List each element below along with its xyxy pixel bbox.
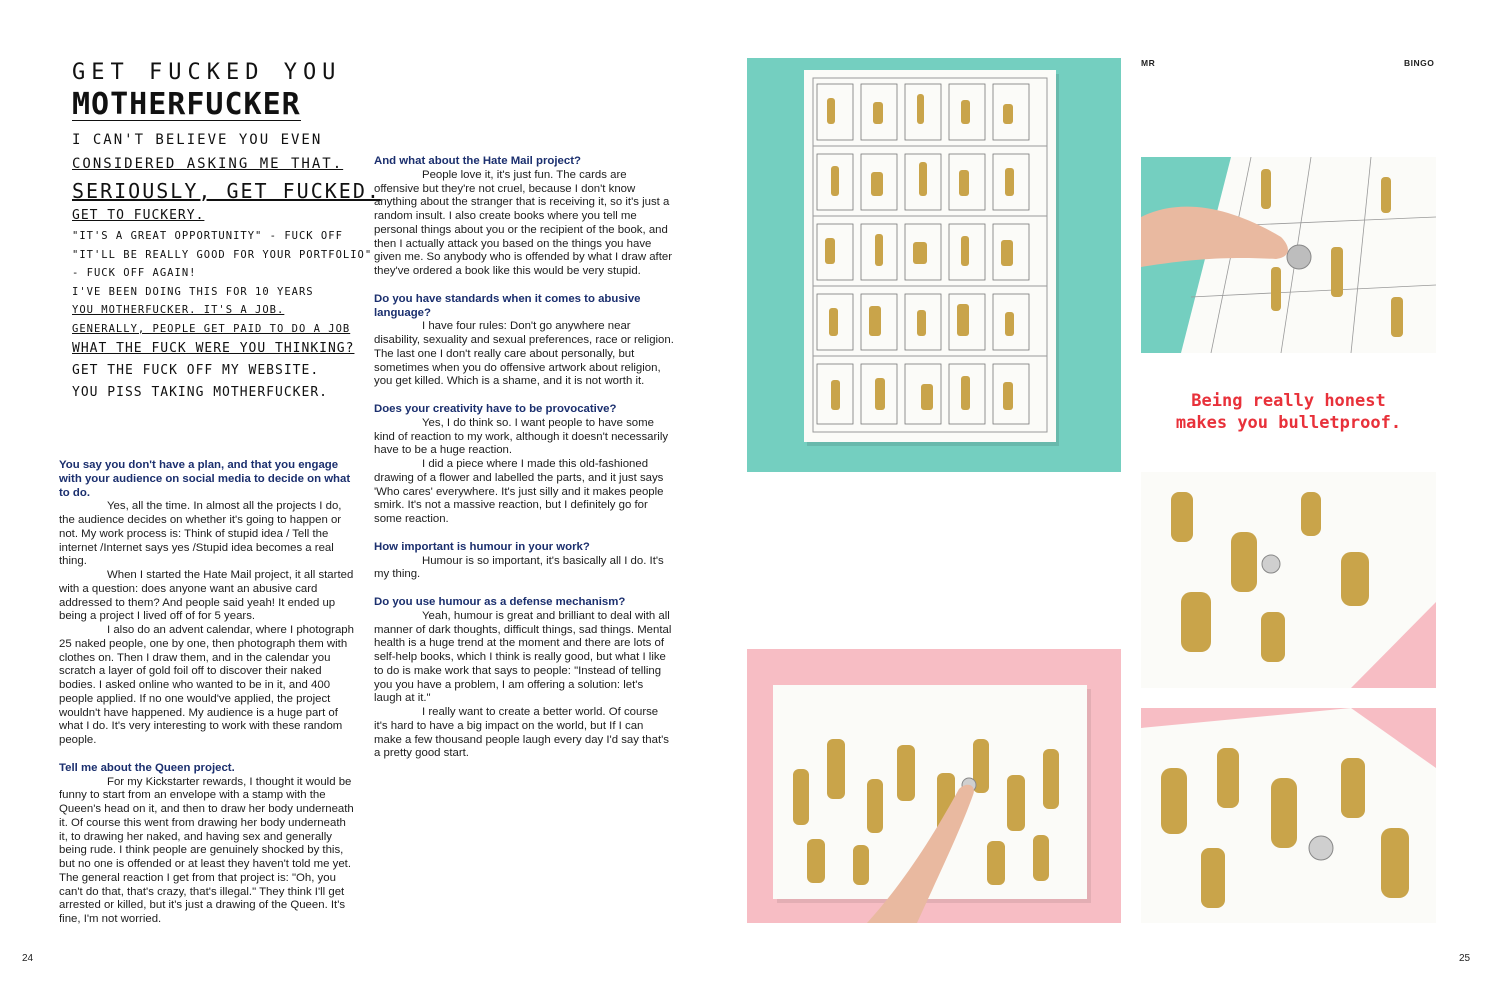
running-head-right: BINGO bbox=[1404, 58, 1435, 68]
interview-question: Does your creativity have to be provocative? bbox=[374, 403, 617, 415]
apartment-building-photo bbox=[747, 58, 1121, 472]
interview-question: How important is humour in your work? bbox=[374, 540, 590, 553]
lettering-line: "IT'LL BE REALLY GOOD FOR YOUR PORTFOLIO" bbox=[72, 248, 373, 261]
lettering-line: GET THE FUCK OFF MY WEBSITE. bbox=[72, 363, 320, 378]
lettering-line: YOU MOTHERFUCKER. IT'S A JOB. bbox=[72, 304, 285, 316]
interview-question: Do you have standards when it comes to abusive language? bbox=[374, 292, 641, 319]
lettering-line: CONSIDERED ASKING ME THAT. bbox=[72, 156, 344, 172]
page-number-left: 24 bbox=[22, 953, 34, 964]
interview-column-right bbox=[374, 155, 674, 761]
interview-answer: People love it, it's just fun. The cards are offensive but they're not cruel, because I don't know anything about the stranger that is receiving it, so it's just a random insult. I also create books where you tell me personal things about you or the recipient of the book, and then I actually attack you based on the things you have given me. So anybody who is offended by what I draw after they've ordered a book like this would be very stupid. bbox=[374, 168, 673, 277]
interview-answer: I really want to create a better world. Of course it's hard to have a big impact on the world, but If I can make a few thousand people laugh every day I'd say that's a pretty good start. bbox=[374, 706, 669, 760]
lettering-line: WHAT THE FUCK WERE YOU THINKING? bbox=[72, 341, 355, 356]
lettering-line: MOTHERFUCKER bbox=[72, 87, 301, 122]
interview-answer: For my Kickstarter rewards, I thought it would be funny to start from an envelope with a stamp with the Queen's head on it, and then to draw her body underneath it. Of course this went from drawing her body underneath it, to drawing her naked, and having sex and generally being rude. I think people are genuinely shocked by this, but no one is offended or at least they haven't told me yet. The general reaction I get from that project is: "Oh, you can't do that, that's crazy, that's illegal." They think I'll get arrested or killed, but it's just a drawing of the Queen. It's fine, I'm not worried. bbox=[59, 775, 354, 925]
pull-quote-line: makes you bulletproof. bbox=[1175, 413, 1402, 433]
interview-answer: Yes, I do think so. I want people to have some kind of reaction to my work, although it doesn't necessarily have to be a huge reaction. bbox=[374, 416, 669, 457]
interview-answer: When I started the Hate Mail project, it all started with a question: does anyone want an abusive card addressed to them? And people said yeah! It ended up being a project I lived off of for 5 years. bbox=[59, 569, 354, 623]
lettering-line: "IT'S A GREAT OPPORTUNITY" - FUCK OFF bbox=[72, 230, 343, 242]
lettering-line: SERIOUSLY, GET FUCKED. bbox=[72, 179, 381, 203]
lettering-line: - FUCK OFF AGAIN! bbox=[72, 267, 197, 279]
page-number-right: 25 bbox=[1459, 953, 1471, 964]
interview-answer: I have four rules: Don't go anywhere near disability, sexuality and sexual preferences, race or religion. The last one I don't really care about personally, but sometimes when you do offensive artwork about religion, you get killed. Which is a shame, and it is not worth it. bbox=[374, 320, 674, 388]
party-closeup-photo bbox=[1141, 472, 1436, 688]
handwritten-lettering bbox=[72, 60, 381, 408]
interview-answer: Humour is so important, it's basically all I do. It's my thing. bbox=[374, 554, 664, 581]
lettering-line: GET FUCKED YOU bbox=[72, 60, 342, 85]
hand-scratching-photo bbox=[1141, 157, 1436, 353]
interview-question: Do you use humour as a defense mechanism? bbox=[374, 596, 626, 608]
party-scene-photo bbox=[747, 649, 1121, 923]
running-head-left: MR bbox=[1141, 58, 1156, 68]
pull-quote bbox=[1141, 390, 1436, 434]
lettering-line: I'VE BEEN DOING THIS FOR 10 YEARS bbox=[72, 285, 314, 298]
party-detail-photo bbox=[1141, 708, 1436, 923]
interview-answer: I also do an advent calendar, where I photograph 25 naked people, one by one, then photograph them with clothes on. Then I draw them, and in the calendar you scratch a layer of gold foil off to discover their naked bodies. I asked online who wanted to be in it, and 400 people applied. If no one would've applied, the project wouldn't have happened. My audience is a huge part of what I do. It's very interesting to work with these random people. bbox=[59, 624, 354, 746]
interview-question: And what about the Hate Mail project? bbox=[374, 155, 581, 167]
pull-quote-line: Being really honest bbox=[1191, 391, 1386, 411]
interview-question: You say you don't have a plan, and that you engage with your audience on social media to decide on what to do. bbox=[59, 459, 351, 499]
interview-question: Tell me about the Queen project. bbox=[59, 761, 235, 774]
lettering-line: GENERALLY, PEOPLE GET PAID TO DO A JOB bbox=[72, 322, 351, 335]
lettering-line: YOU PISS TAKING MOTHERFUCKER. bbox=[72, 385, 328, 400]
interview-column-left bbox=[59, 459, 357, 927]
interview-answer: Yes, all the time. In almost all the projects I do, the audience decides on whether it's going to happen or not. My work process is: Think of stupid idea / Tell the internet /Internet says yes /Stupid idea becomes a real thing. bbox=[59, 500, 342, 568]
lettering-line: I CAN'T BELIEVE YOU EVEN bbox=[72, 132, 323, 148]
lettering-line: GET TO FUCKERY. bbox=[72, 208, 205, 223]
interview-answer: Yeah, humour is great and brilliant to deal with all manner of dark thoughts, difficult things, sad things. Mental health is a huge trend at the moment and there are lots of self-help books, which I think is really good, but what I like to do is make work that says to people: "Instead of telling you you have a problem, I am offering a solution: let's laugh at it." bbox=[374, 609, 672, 705]
interview-answer: I did a piece where I made this old-fashioned drawing of a flower and labelled the parts, and it just says 'Who cares' everywhere. It's just silly and it makes people smirk. It's not a massive reaction, but I definitely go for some reaction. bbox=[374, 458, 664, 525]
